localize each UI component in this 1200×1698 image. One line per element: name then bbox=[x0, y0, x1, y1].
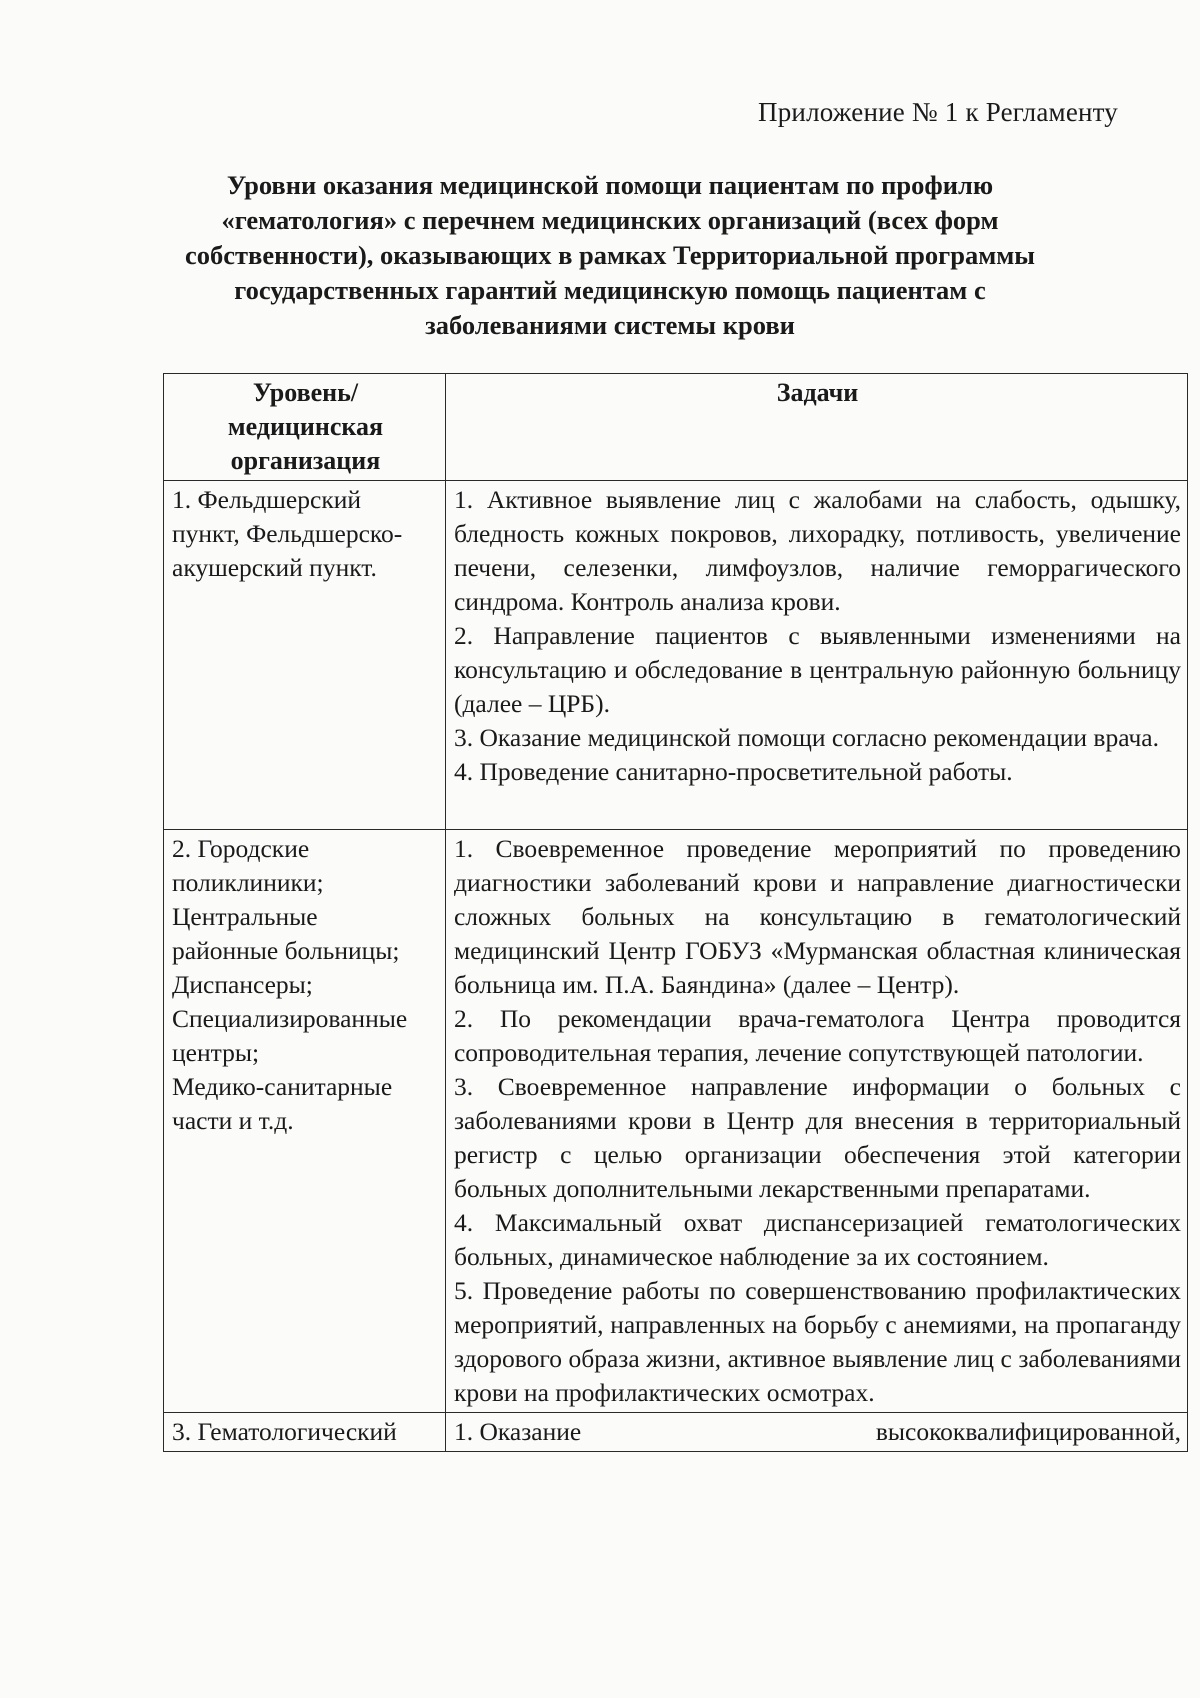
level-line: Диспансеры; bbox=[172, 970, 313, 999]
table-row bbox=[164, 481, 1188, 830]
table-row bbox=[164, 830, 1188, 1413]
level-line: части и т.д. bbox=[172, 1106, 294, 1135]
level-line: Специализированные bbox=[172, 1004, 408, 1033]
task-item: 5. Проведение работы по совершенствованию профилактических мероприятий, направленных на борьбу с анемиями, на пропаганду здорового образа жизни, активное выявление лиц с заболеваниями крови на профилактических осмотрах. bbox=[453, 1276, 1181, 1407]
header-level-line: медицинская bbox=[227, 412, 384, 441]
level-cell bbox=[164, 830, 446, 1413]
header-level-line: Уровень/ bbox=[252, 378, 359, 407]
level-cell bbox=[164, 1413, 446, 1452]
task-item: 2. Направление пациентов с выявленными изменениями на консультацию и обследование в центральную районную больницу (далее – ЦРБ). bbox=[453, 621, 1181, 718]
task-item: 2. По рекомендации врача-гематолога Центра проводится сопроводительная терапия, лечение сопутствующей патологии. bbox=[453, 1004, 1181, 1067]
task-item: 1. Своевременное проведение мероприятий по проведению диагностики заболеваний крови и направление диагностически сложных больных на консультацию в гематологический медицинский Центр ГОБУЗ «Мурманская областная клиническая больница им. П.А. Баяндина» (далее – Центр). bbox=[453, 834, 1181, 999]
task-fragment: 1. Оказание bbox=[453, 1417, 582, 1446]
header-level bbox=[164, 374, 446, 481]
level-line: 2. Городские bbox=[172, 834, 310, 863]
title-line: заболеваниями системы крови bbox=[425, 310, 795, 340]
level-line: акушерский пункт. bbox=[172, 553, 377, 582]
level-line: поликлиники; bbox=[172, 868, 324, 897]
title-line: «гематология» с перечнем медицинских организаций (всех форм bbox=[221, 205, 999, 235]
header-level-line: организация bbox=[230, 446, 381, 475]
document-title bbox=[150, 168, 1070, 343]
level-line: 3. Гематологический bbox=[172, 1417, 397, 1446]
table-header-row bbox=[164, 374, 1188, 481]
level-line: районные больницы; bbox=[172, 936, 400, 965]
level-line: 1. Фельдшерский bbox=[172, 485, 361, 514]
level-cell bbox=[164, 481, 446, 830]
levels-table bbox=[163, 373, 1188, 1452]
tasks-cell bbox=[445, 830, 1187, 1413]
tasks-cell bbox=[445, 481, 1187, 830]
task-item: 1. Активное выявление лиц с жалобами на слабость, одышку, бледность кожных покровов, лихорадку, потливость, увеличение печени, селезенки, лимфоузлов, наличие геморрагического синдрома. Контроль анализа крови. bbox=[453, 485, 1181, 616]
level-line: центры; bbox=[172, 1038, 260, 1067]
header-tasks: Задачи bbox=[445, 374, 1187, 481]
task-item bbox=[454, 1415, 1181, 1449]
title-line: государственных гарантий медицинскую помощь пациентам с bbox=[234, 275, 986, 305]
task-fragment: высококвалифицированной, bbox=[875, 1417, 1181, 1446]
tasks-cell bbox=[445, 1413, 1187, 1452]
task-item: 4. Проведение санитарно-просветительной работы. bbox=[453, 757, 1013, 786]
level-line: пункт, Фельдшерско- bbox=[172, 519, 403, 548]
task-item: 3. Своевременное направление информации о больных с заболеваниями крови в Центр для внесения в территориальный регистр с целью организации обеспечения этой категории больных дополнительными лекарственными препаратами. bbox=[453, 1072, 1181, 1203]
title-line: собственности), оказывающих в рамках Территориальной программы bbox=[185, 240, 1035, 270]
table-row bbox=[164, 1413, 1188, 1452]
appendix-label: Приложение № 1 к Регламенту bbox=[758, 97, 1118, 127]
title-line: Уровни оказания медицинской помощи пациентам по профилю bbox=[226, 170, 994, 200]
level-line: Медико-санитарные bbox=[172, 1072, 393, 1101]
task-item: 4. Максимальный охват диспансеризацией гематологических больных, динамическое наблюдение за их состоянием. bbox=[453, 1208, 1181, 1271]
level-line: Центральные bbox=[172, 902, 318, 931]
task-item: 3. Оказание медицинской помощи согласно рекомендации врача. bbox=[453, 723, 1160, 752]
